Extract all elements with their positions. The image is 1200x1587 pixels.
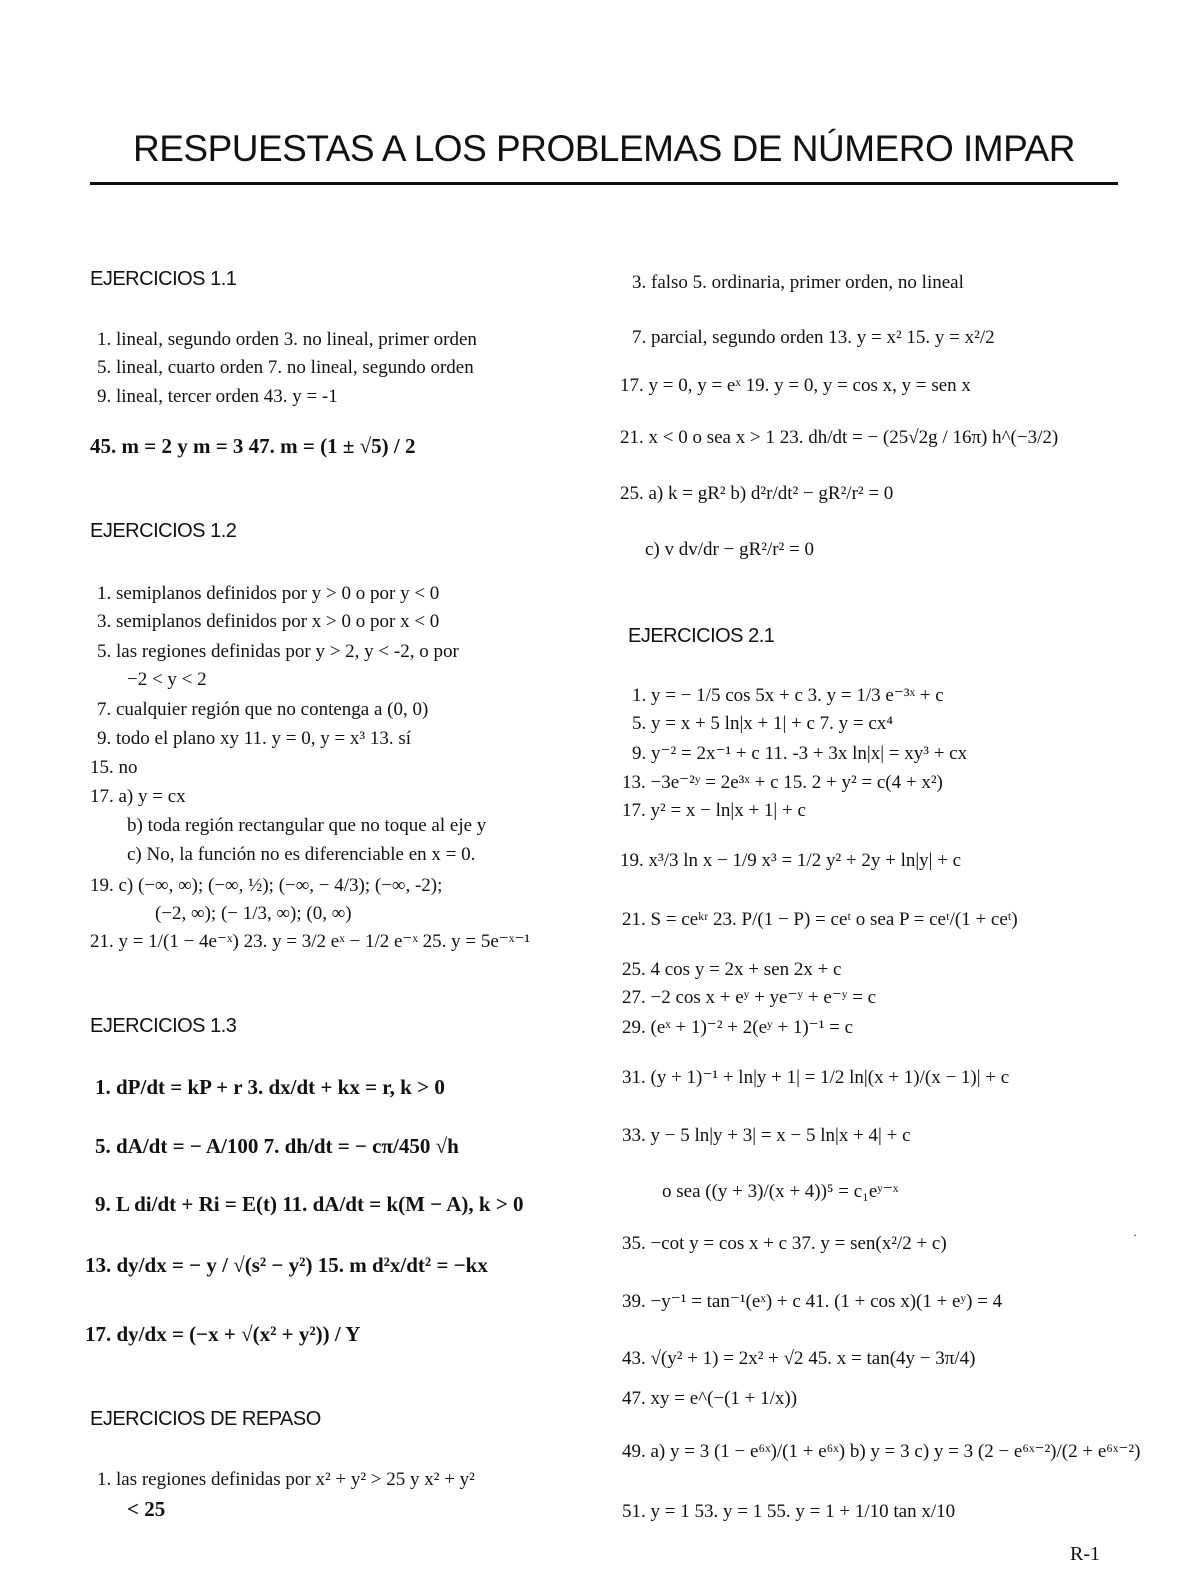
answer-line: 27. −2 cos x + eʸ + ye⁻ʸ + e⁻ʸ = c xyxy=(622,987,877,1008)
answer-line: 21. x < 0 o sea x > 1 23. dh/dt = − (25√2g / 16π) h^(−3/2) xyxy=(620,427,1059,448)
heading-ejercicios-1-3: EJERCICIOS 1.3 xyxy=(90,1015,237,1037)
answer-line: 19. x³/3 ln x − 1/9 x³ = 1/2 y² + 2y + ln|y| + c xyxy=(620,850,962,871)
answer-line: 47. xy = e^(−(1 + 1/x)) xyxy=(622,1388,798,1409)
answer-line: o sea ((y + 3)/(x + 4))⁵ = c₁eʸ⁻ˣ xyxy=(662,1181,899,1202)
heading-ejercicios-2-1: EJERCICIOS 2.1 xyxy=(628,625,775,647)
answer-line: 1. y = − 1/5 cos 5x + c 3. y = 1/3 e⁻³ˣ + c xyxy=(632,685,944,706)
heading-ejercicios-repaso: EJERCICIOS DE REPASO xyxy=(90,1408,321,1430)
answer-line: 13. −3e⁻²ʸ = 2e³ˣ + c 15. 2 + y² = c(4 + x²) xyxy=(622,772,943,793)
answer-line: 3. falso 5. ordinaria, primer orden, no lineal xyxy=(632,272,964,293)
answer-line: c) No, la función no es diferenciable en x = 0. xyxy=(127,844,476,865)
answer-line: 31. (y + 1)⁻¹ + ln|y + 1| = 1/2 ln|(x + 1)/(x − 1)| + c xyxy=(622,1067,1010,1088)
answer-line: 29. (eˣ + 1)⁻² + 2(eʸ + 1)⁻¹ = c xyxy=(622,1017,854,1038)
answer-line: 49. a) y = 3 (1 − e⁶ˣ)/(1 + e⁶ˣ) b) y = 3 c) y = 3 (2 − e⁶ˣ⁻²)/(2 + e⁶ˣ⁻²) xyxy=(622,1441,1141,1462)
answer-line: 39. −y⁻¹ = tan⁻¹(eˣ) + c 41. (1 + cos x)(1 + eʸ) = 4 xyxy=(622,1291,1003,1312)
answer-line: 21. y = 1/(1 − 4e⁻ˣ) 23. y = 3/2 eˣ − 1/2 e⁻ˣ 25. y = 5e⁻ˣ⁻¹ xyxy=(90,931,531,952)
answer-line: 17. a) y = cx xyxy=(90,786,186,807)
answer-line: −2 < y < 2 xyxy=(127,669,207,690)
answer-line: 9. lineal, tercer orden 43. y = -1 xyxy=(97,386,338,407)
answer-line: c) v dv/dr − gR²/r² = 0 xyxy=(645,539,814,560)
answer-line: 5. lineal, cuarto orden 7. no lineal, segundo orden xyxy=(97,357,474,378)
answer-line: 5. las regiones definidas por y > 2, y < -2, o por xyxy=(97,641,459,662)
answer-line: 17. y = 0, y = eˣ 19. y = 0, y = cos x, y = sen x xyxy=(620,375,971,396)
answer-line: 25. a) k = gR² b) d²r/dt² − gR²/r² = 0 xyxy=(620,483,894,504)
page-title: RESPUESTAS A LOS PROBLEMAS DE NÚMERO IMPAR xyxy=(133,128,1075,169)
answer-line: 13. dy/dx = − y / √(s² − y²) 15. m d²x/dt² = −kx xyxy=(85,1253,488,1277)
answer-line: 1. lineal, segundo orden 3. no lineal, primer orden xyxy=(97,329,477,350)
answer-line: 19. c) (−∞, ∞); (−∞, ½); (−∞, − 4/3); (−∞, -2); xyxy=(90,875,443,896)
answer-line: 1. las regiones definidas por x² + y² > 25 y x² + y² xyxy=(97,1469,475,1490)
answer-line: 17. dy/dx = (−x + √(x² + y²)) / Y xyxy=(85,1322,361,1346)
heading-ejercicios-1-2: EJERCICIOS 1.2 xyxy=(90,520,237,542)
answer-line: < 25 xyxy=(127,1497,166,1521)
answer-line: (−2, ∞); (− 1/3, ∞); (0, ∞) xyxy=(155,903,352,924)
heading-ejercicios-1-1: EJERCICIOS 1.1 xyxy=(90,268,237,290)
answer-line: 15. no xyxy=(90,757,138,778)
answer-line: 7. parcial, segundo orden 13. y = x² 15. y = x²/2 xyxy=(632,327,995,348)
margin-mark: · xyxy=(1133,1228,1137,1242)
answer-line: 43. √(y² + 1) = 2x² + √2 45. x = tan(4y − 3π/4) xyxy=(622,1348,976,1369)
answer-line: 21. S = ceᵏʳ 23. P/(1 − P) = ceᵗ o sea P = ceᵗ/(1 + ceᵗ) xyxy=(622,909,1018,930)
answer-line: 1. semiplanos definidos por y > 0 o por y < 0 xyxy=(97,583,440,604)
answer-line: 1. dP/dt = kP + r 3. dx/dt + kx = r, k > 0 xyxy=(95,1075,445,1099)
answer-line: 9. L di/dt + Ri = E(t) 11. dA/dt = k(M − A), k > 0 xyxy=(95,1192,524,1216)
answer-line: 35. −cot y = cos x + c 37. y = sen(x²/2 + c) xyxy=(622,1233,947,1254)
answer-line: 7. cualquier región que no contenga a (0, 0) xyxy=(97,699,429,720)
answer-line: 25. 4 cos y = 2x + sen 2x + c xyxy=(622,959,842,980)
title-rule xyxy=(90,182,1118,185)
answer-line: b) toda región rectangular que no toque al eje y xyxy=(127,815,487,836)
answer-line: 45. m = 2 y m = 3 47. m = (1 ± √5) / 2 xyxy=(90,434,416,458)
answer-line: 9. y⁻² = 2x⁻¹ + c 11. -3 + 3x ln|x| = xy³ + cx xyxy=(632,743,968,764)
answer-line: 5. y = x + 5 ln|x + 1| + c 7. y = cx⁴ xyxy=(632,713,893,734)
answer-line: 51. y = 1 53. y = 1 55. y = 1 + 1/10 tan x/10 xyxy=(622,1501,956,1522)
answer-line: 5. dA/dt = − A/100 7. dh/dt = − cπ/450 √h xyxy=(95,1134,459,1158)
answer-line: 17. y² = x − ln|x + 1| + c xyxy=(622,800,806,821)
answer-line: 33. y − 5 ln|y + 3| = x − 5 ln|x + 4| + c xyxy=(622,1125,911,1146)
page-number: R-1 xyxy=(1070,1543,1100,1565)
answer-line: 9. todo el plano xy 11. y = 0, y = x³ 13. sí xyxy=(97,728,412,749)
answer-line: 3. semiplanos definidos por x > 0 o por x < 0 xyxy=(97,611,440,632)
